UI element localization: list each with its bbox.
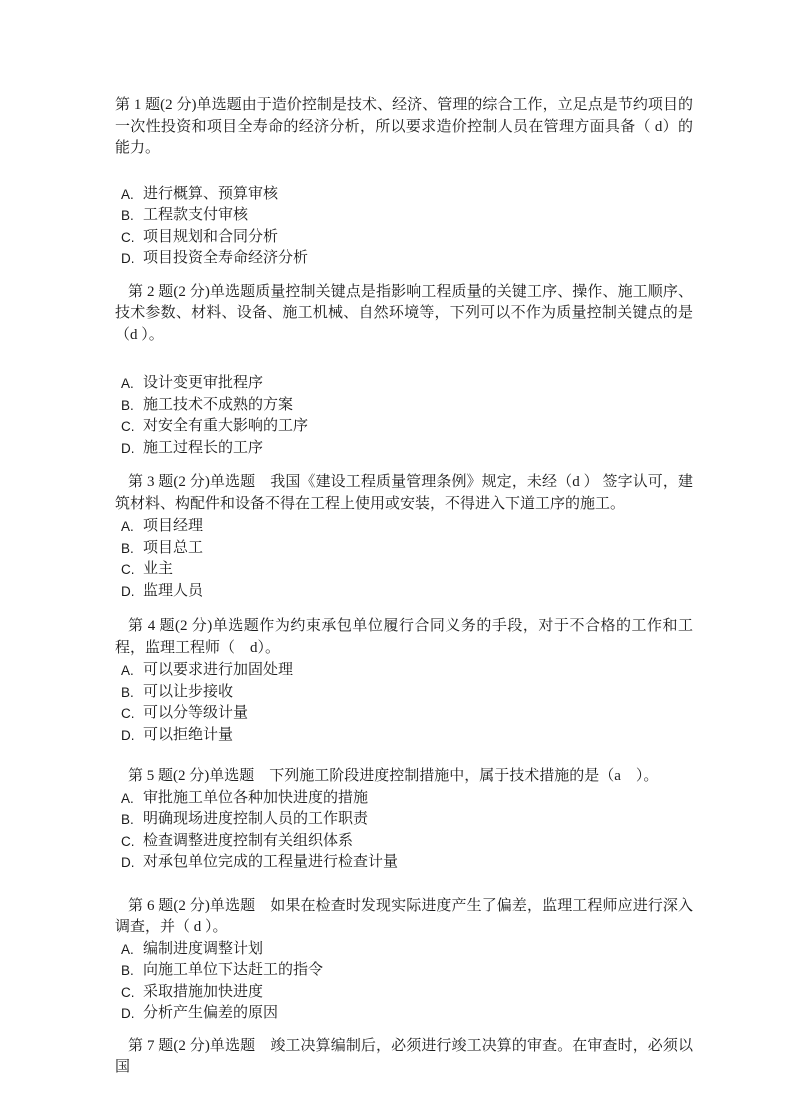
- option-row: [121, 660, 693, 682]
- option-text: 检查调整进度控制有关组织体系: [143, 832, 354, 849]
- option-label: A.: [121, 376, 134, 391]
- option-row: [121, 703, 693, 725]
- question-4: [115, 616, 693, 746]
- option-text: 对安全有重大影响的工序: [143, 418, 309, 434]
- question-1-options: [115, 184, 693, 270]
- option-text: 分析产生偏差的原因: [143, 1005, 279, 1021]
- option-label: B.: [121, 812, 134, 827]
- option-label: B.: [121, 208, 134, 223]
- option-label: A.: [121, 519, 134, 534]
- option-text: 项目经理: [143, 518, 204, 534]
- question-5-options: [115, 788, 693, 874]
- option-text: 可以让步接收: [143, 683, 234, 700]
- option-text: 监理人员: [143, 582, 204, 599]
- option-text: 审批施工单位各种加快进度的措施: [143, 789, 369, 806]
- option-row: [121, 416, 693, 438]
- option-label: C.: [121, 229, 135, 245]
- option-row: [121, 205, 693, 227]
- option-text: 可以拒绝计量: [143, 726, 234, 743]
- option-label: A.: [121, 186, 134, 202]
- option-label: B.: [121, 684, 134, 700]
- option-label: D.: [121, 855, 135, 870]
- question-3-stem: 第 3 题(2 分)单选题 我国《建设工程质量管理条例》规定，未经（d ） 签字认可，建筑材料、构配件和设备不得在工程上使用或安装，不得进入下道工序的施工。: [115, 474, 693, 512]
- question-7-stem: 第 7 题(2 分)单选题 竣工决算编制后，必须进行竣工决算的审查。在审查时，必须以国: [115, 1037, 693, 1075]
- option-label: D.: [121, 440, 135, 456]
- option-row: [121, 725, 693, 747]
- option-row: [121, 982, 693, 1004]
- option-label: D.: [121, 727, 135, 743]
- option-row: [121, 184, 693, 206]
- option-row: [121, 960, 693, 982]
- option-row: [121, 831, 693, 853]
- option-row: [121, 538, 693, 560]
- option-row: [121, 395, 693, 417]
- option-text: 编制进度调整计划: [143, 940, 264, 957]
- option-text: 业主: [143, 561, 174, 577]
- option-text: 明确现场进度控制人员的工作职责: [143, 811, 369, 827]
- question-5-stem: 第 5 题(2 分)单选题 下列施工阶段进度控制措施中，属于技术措施的是（a ）。: [128, 768, 659, 784]
- question-2-stem: 第 2 题(2 分)单选题质量控制关键点是指影响工程质量的关键工序、操作、施工顺序、技术参数、材料、设备、施工机械、自然环境等，下列可以不作为质量控制关键点的是（d ）。: [115, 283, 693, 343]
- option-label: D.: [121, 583, 135, 599]
- question-1: [115, 95, 693, 270]
- option-label: C.: [121, 562, 135, 577]
- option-row: [121, 809, 693, 831]
- option-label: C.: [121, 419, 135, 434]
- option-label: A.: [121, 941, 134, 957]
- option-text: 进行概算、预算审核: [143, 185, 279, 202]
- question-5: [115, 766, 693, 874]
- option-label: A.: [121, 663, 134, 678]
- question-6-options: [115, 939, 693, 1025]
- option-label: B.: [121, 963, 134, 978]
- question-4-options: [115, 660, 693, 746]
- option-label: C.: [121, 833, 135, 849]
- option-row: [121, 516, 693, 538]
- question-4-stem: 第 4 题(2 分)单选题作为约束承包单位履行合同义务的手段，对于不合格的工作和工程，监理工程师（ d）。: [115, 618, 693, 656]
- option-label: D.: [121, 251, 135, 266]
- question-3-options: [115, 516, 693, 602]
- question-7: [115, 1036, 693, 1079]
- option-text: 对承包单位完成的工程量进行检查计量: [143, 854, 399, 870]
- question-3: [115, 472, 693, 602]
- option-label: D.: [121, 1006, 135, 1021]
- option-row: [121, 438, 693, 460]
- question-6: [115, 896, 693, 1025]
- option-row: [121, 1003, 693, 1025]
- option-row: [121, 559, 693, 581]
- option-text: 向施工单位下达赶工的指令: [143, 962, 324, 978]
- question-1-stem: 第 1 题(2 分)单选题由于造价控制是技术、经济、管理的综合工作，立足点是节约项目的一次性投资和项目全寿命的经济分析，所以要求造价控制人员在管理方面具备（ d）的能力。: [115, 97, 693, 156]
- option-label: A.: [121, 790, 134, 806]
- option-text: 施工技术不成熟的方案: [143, 396, 294, 413]
- option-text: 项目规划和合同分析: [143, 228, 279, 245]
- question-6-stem: 第 6 题(2 分)单选题 如果在检查时发现实际进度产生了偏差，监理工程师应进行深入调查，并（ d ）。: [115, 897, 693, 935]
- option-row: [121, 682, 693, 704]
- option-text: 工程款支付审核: [143, 207, 249, 223]
- option-row: [121, 373, 693, 395]
- option-text: 项目总工: [143, 539, 204, 556]
- option-text: 项目投资全寿命经济分析: [143, 250, 309, 266]
- option-row: [121, 852, 693, 874]
- option-row: [121, 227, 693, 249]
- option-text: 可以分等级计量: [143, 705, 249, 721]
- option-text: 可以要求进行加固处理: [143, 662, 294, 678]
- option-label: B.: [121, 540, 134, 556]
- option-row: [121, 248, 693, 270]
- question-2: [115, 282, 693, 460]
- option-label: C.: [121, 706, 135, 721]
- option-text: 施工过程长的工序: [143, 439, 264, 456]
- option-row: [121, 581, 693, 603]
- option-label: C.: [121, 984, 135, 1000]
- question-2-options: [115, 373, 693, 459]
- option-text: 设计变更审批程序: [143, 375, 264, 391]
- option-row: [121, 788, 693, 810]
- option-label: B.: [121, 397, 134, 413]
- option-row: [121, 939, 693, 961]
- option-text: 采取措施加快进度: [143, 983, 264, 1000]
